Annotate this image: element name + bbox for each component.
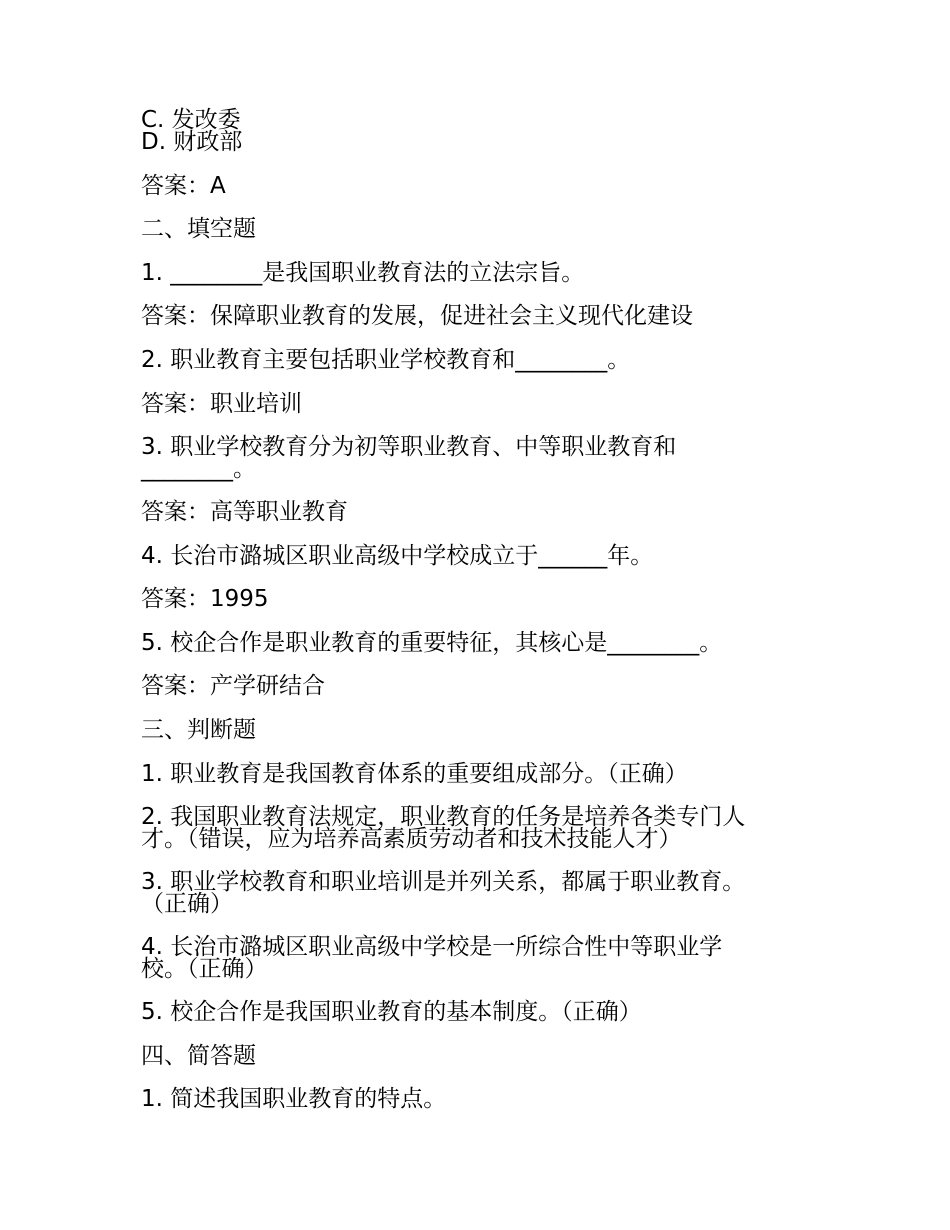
option-c: C. 发改委 [141, 107, 241, 133]
question-line: 4. 长治市潞城区职业高级中学校成立于______年。 [141, 543, 654, 569]
section-heading-true-false: 三、判断题 [141, 717, 256, 743]
question-line: 1. ________是我国职业教育法的立法宗旨。 [141, 260, 585, 286]
section-heading-fill-in: 二、填空题 [141, 216, 256, 242]
statement-line: 1. 职业教育是我国教育体系的重要组成部分。（正确） [141, 761, 688, 787]
answer-line: 答案：职业培训 [141, 391, 302, 417]
statement-line: 3. 职业学校教育和职业培训是并列关系，都属于职业教育。 [141, 869, 746, 895]
option-d: D. 财政部 [141, 129, 243, 155]
question-line: 3. 职业学校教育分为初等职业教育、中等职业教育和 [141, 434, 677, 460]
answer-line: 答案：产学研结合 [141, 673, 325, 699]
answer-line: 答案：1995 [141, 586, 269, 612]
statement-line-continued: 校。（正确） [141, 956, 268, 982]
section-heading-short-answer: 四、简答题 [141, 1043, 256, 1069]
statement-line: 2. 我国职业教育法规定，职业教育的任务是培养各类专门人 [141, 804, 746, 830]
statement-line-continued: 才。（错误，应为培养高素质劳动者和技术技能人才） [141, 826, 682, 852]
statement-line: 4. 长治市潞城区职业高级中学校是一所综合性中等职业学 [141, 934, 723, 960]
statement-line-continued: （正确） [141, 891, 233, 917]
question-line: 5. 校企合作是职业教育的重要特征，其核心是________。 [141, 630, 723, 656]
statement-line: 5. 校企合作是我国职业教育的基本制度。（正确） [141, 999, 642, 1025]
question-line-continued: ________。 [141, 456, 256, 482]
question-line: 1. 简述我国职业教育的特点。 [141, 1086, 447, 1112]
answer-line: 答案：高等职业教育 [141, 499, 348, 525]
answer-line: 答案：保障职业教育的发展，促进社会主义现代化建设 [141, 303, 693, 329]
answer-line: 答案：A [141, 173, 226, 199]
question-line: 2. 职业教育主要包括职业学校教育和________。 [141, 347, 631, 373]
